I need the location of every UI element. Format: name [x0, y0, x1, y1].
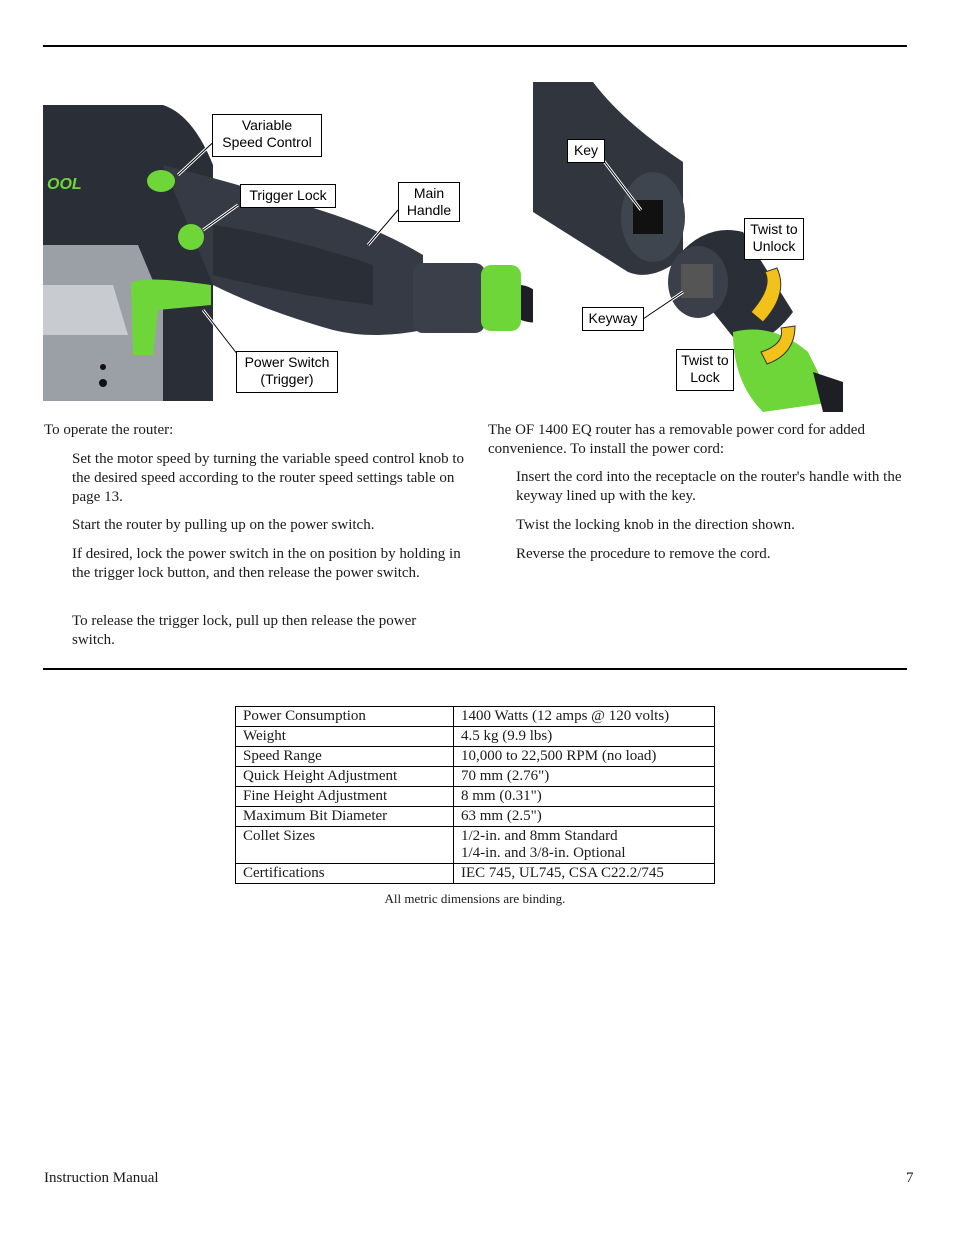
- spec-label: Weight: [236, 727, 454, 747]
- cord-step-1: Insert the cord into the receptacle on the router's handle with the keyway lined up with the key.: [516, 469, 902, 504]
- callout-twist-lock-line2: Lock: [690, 369, 720, 385]
- spec-label: Maximum Bit Diameter: [236, 807, 454, 827]
- spec-value: 4.5 kg (9.9 lbs): [454, 727, 715, 747]
- callout-power-switch: [236, 351, 338, 393]
- spec-value: [454, 827, 715, 864]
- spec-value: 70 mm (2.76"): [454, 767, 715, 787]
- callout-twist-unlock: [744, 218, 804, 260]
- spec-label: Collet Sizes: [236, 827, 454, 864]
- table-row: [236, 864, 715, 884]
- callout-power-switch-line2: (Trigger): [260, 371, 314, 387]
- page-number: 7: [906, 1170, 914, 1186]
- cord-step-2: Twist the locking knob in the direction shown.: [516, 517, 795, 533]
- spec-value-line2: 1/4-in. and 3/8-in. Optional: [461, 845, 626, 861]
- table-row: [236, 747, 715, 767]
- operate-step-3: If desired, lock the power switch in the on position by holding in the trigger lock button, and then release the power switch.: [72, 546, 461, 581]
- callout-twist-lock: [676, 349, 734, 391]
- spec-value: 1400 Watts (12 amps @ 120 volts): [454, 707, 715, 727]
- top-rule: [43, 45, 907, 47]
- middle-rule: [43, 668, 907, 670]
- callout-twist-unlock-line2: Unlock: [752, 238, 796, 254]
- callout-variable-speed-line1: Variable: [241, 117, 293, 133]
- spec-value: 10,000 to 22,500 RPM (no load): [454, 747, 715, 767]
- brand-logo-text: OOL: [47, 176, 82, 193]
- table-row: [236, 827, 715, 864]
- footer-title: Instruction Manual: [44, 1170, 159, 1186]
- callout-keyway-label: Keyway: [588, 310, 638, 326]
- callout-power-switch-line1: Power Switch: [244, 354, 330, 370]
- spec-value: 63 mm (2.5"): [454, 807, 715, 827]
- cord-intro: The OF 1400 EQ router has a removable power cord for added convenience. To install the power cord:: [488, 422, 865, 457]
- cord-step-3: Reverse the procedure to remove the cord.: [516, 546, 771, 562]
- callout-main-handle-line1: Main: [413, 185, 445, 201]
- table-row: [236, 727, 715, 747]
- callout-keyway: [582, 307, 644, 331]
- callout-main-handle: [398, 182, 460, 222]
- callout-key: [567, 139, 605, 163]
- callout-twist-unlock-line1: Twist to: [750, 221, 798, 237]
- spec-label: Speed Range: [236, 747, 454, 767]
- operate-step-4: To release the trigger lock, pull up then release the power switch.: [72, 613, 417, 648]
- spec-label: Fine Height Adjustment: [236, 787, 454, 807]
- operate-step-2: Start the router by pulling up on the power switch.: [72, 517, 375, 533]
- callout-variable-speed-line2: Speed Control: [222, 134, 312, 150]
- operate-intro: To operate the router:: [44, 422, 174, 438]
- table-row: [236, 787, 715, 807]
- spec-label: Certifications: [236, 864, 454, 884]
- table-row: [236, 707, 715, 727]
- specifications-table: [235, 706, 715, 884]
- spec-label: Power Consumption: [236, 707, 454, 727]
- callout-twist-lock-line1: Twist to: [681, 352, 729, 368]
- table-row: [236, 807, 715, 827]
- callout-key-label: Key: [573, 142, 599, 158]
- callout-trigger-lock-label: Trigger Lock: [249, 187, 327, 203]
- table-row: [236, 767, 715, 787]
- operate-step-1: Set the motor speed by turning the variable speed control knob to the desired speed according to the router speed settings table on page 13.: [72, 451, 464, 505]
- callout-main-handle-line2: Handle: [406, 202, 452, 218]
- table-note: All metric dimensions are binding.: [384, 891, 566, 906]
- spec-value: 8 mm (0.31"): [454, 787, 715, 807]
- callout-variable-speed: [212, 114, 322, 157]
- spec-label: Quick Height Adjustment: [236, 767, 454, 787]
- spec-value-line1: 1/2-in. and 8mm Standard: [461, 828, 618, 844]
- callout-trigger-lock: [240, 184, 336, 208]
- spec-value: IEC 745, UL745, CSA C22.2/745: [454, 864, 715, 884]
